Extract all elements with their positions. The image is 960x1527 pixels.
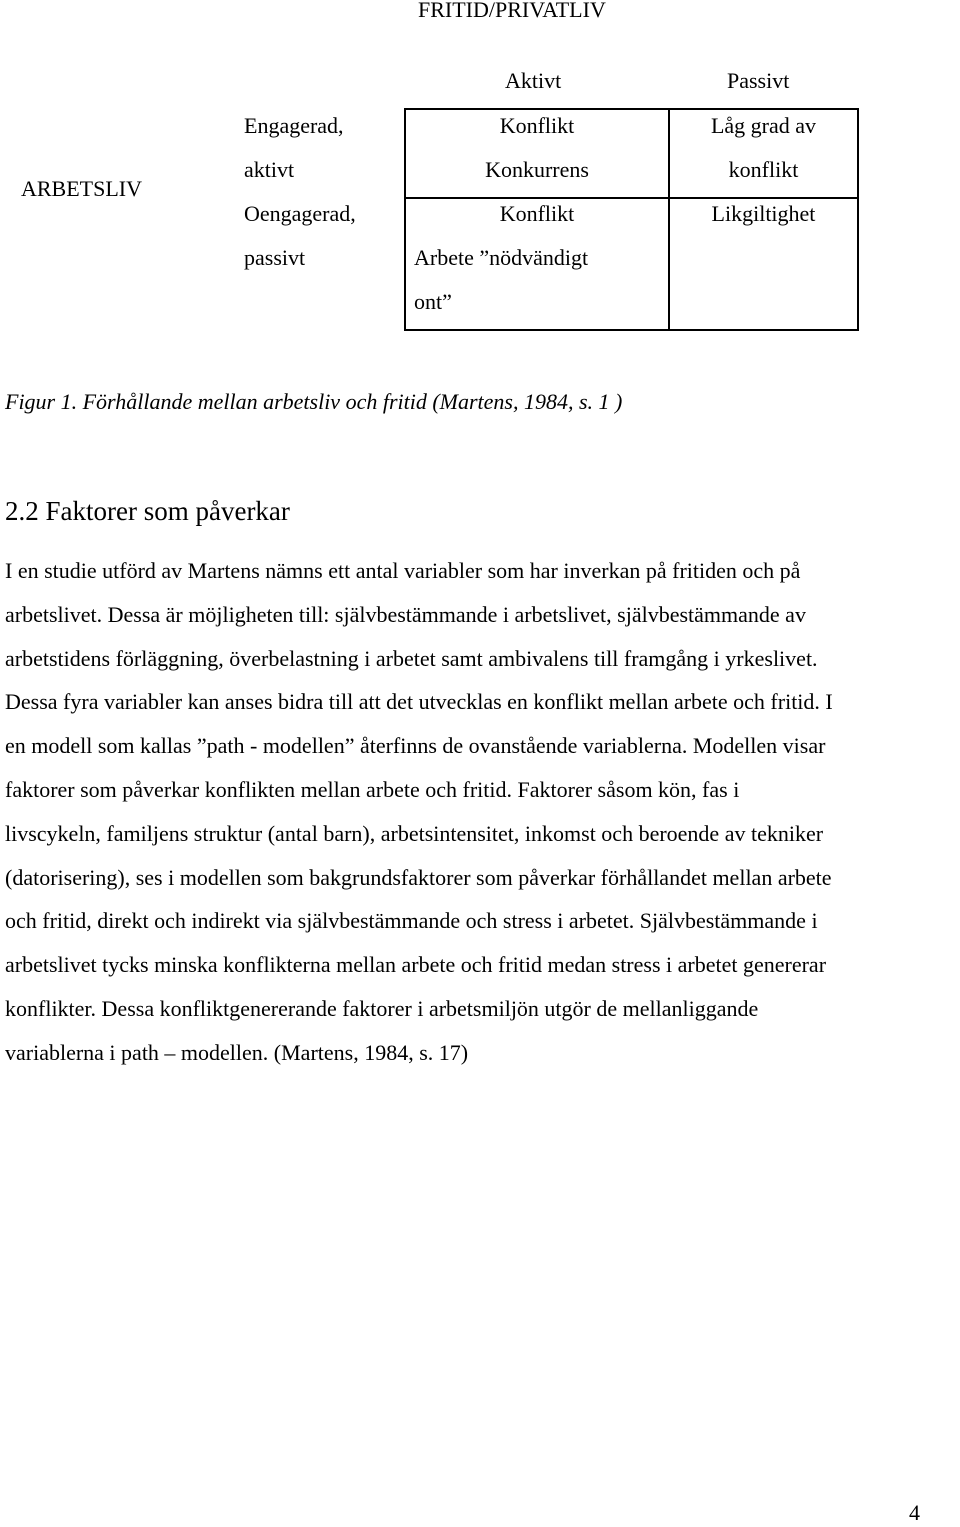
paragraph-line: faktorer som påverkar konflikten mellan arbete och fritid. Faktorer såsom kön, fas i bbox=[5, 776, 740, 802]
paragraph-line: Dessa fyra variabler kan anses bidra till att det utvecklas en konflikt mellan arbete och fritid. I bbox=[5, 689, 833, 715]
figure-header-fritid: FRITID/PRIVATLIV bbox=[418, 0, 606, 22]
row-label-engaged-line: Engagerad, bbox=[244, 113, 344, 138]
paragraph-line: I en studie utförd av Martens nämns ett antal variabler som har inverkan på fritiden och på bbox=[5, 558, 801, 583]
section-heading: 2.2 Faktorer som påverkar bbox=[5, 496, 290, 526]
cell-line: Låg grad av bbox=[710, 113, 817, 138]
paragraph-line: livscykeln, familjens struktur (antal barn), arbetsintensitet, inkomst och beroende av tekniker bbox=[5, 820, 824, 846]
paragraph-line: variablerna i path – modellen. (Martens, 1984, s. 17) bbox=[5, 1039, 469, 1065]
column-header-passivt: Passivt bbox=[727, 68, 790, 93]
paragraph-line: arbetslivet tycks minska konflikterna mellan arbete och fritid medan stress i arbetet genererar bbox=[5, 952, 827, 978]
paragraph-line: (datorisering), ses i modellen som bakgrundsfaktorer som påverkar förhållandet mellan arbete bbox=[5, 864, 832, 890]
row-label-unengaged-line: Oengagerad, bbox=[244, 201, 356, 226]
row-label-engaged-line: aktivt bbox=[244, 157, 295, 182]
cell-unengaged-active bbox=[406, 192, 668, 236]
row-label-unengaged-line: passivt bbox=[244, 245, 306, 270]
cell-line: konflikt bbox=[728, 157, 799, 182]
column-header-aktivt: Aktivt bbox=[505, 68, 562, 93]
row-label-engaged bbox=[244, 104, 344, 192]
cell-line: Likgiltighet bbox=[711, 201, 816, 226]
body-paragraph bbox=[5, 549, 955, 1075]
cell-line: ont” bbox=[414, 289, 452, 314]
figure-caption: Figur 1. Förhållande mellan arbetsliv och fritid (Martens, 1984, s. 1 ) bbox=[5, 389, 623, 414]
row-label-unengaged bbox=[244, 192, 356, 280]
cell-line: Konkurrens bbox=[485, 157, 589, 182]
paragraph-line: en modell som kallas ”path - modellen” återfinns de ovanstående variablerna. Modellen visar bbox=[5, 733, 826, 759]
cell-engaged-passive bbox=[670, 104, 857, 192]
page-number: 4 bbox=[909, 1500, 920, 1525]
cell-engaged-active bbox=[406, 104, 668, 192]
paragraph-line: konflikter. Dessa konfliktgenererande faktorer i arbetsmiljön utgör de mellanliggande bbox=[5, 995, 759, 1021]
cell-unengaged-passive bbox=[670, 192, 857, 236]
cell-line: Konflikt bbox=[499, 201, 575, 226]
cell-line: Arbete ”nödvändigt bbox=[414, 245, 589, 270]
paragraph-line: och fritid, direkt och indirekt via självbestämmande och stress i arbetet. Självbestämmande i bbox=[5, 908, 818, 934]
row-axis-label-arbetsliv: ARBETSLIV bbox=[21, 176, 142, 201]
cell-unengaged-active-continued bbox=[414, 236, 664, 324]
paragraph-line: arbetslivet. Dessa är möjligheten till: självbestämmande i arbetslivet, självbestämmande av bbox=[5, 601, 806, 627]
cell-line: Konflikt bbox=[499, 113, 575, 138]
paragraph-line: arbetstidens förläggning, överbelastning i arbetet samt ambivalens till framgång i yrkeslivet. bbox=[5, 645, 818, 671]
